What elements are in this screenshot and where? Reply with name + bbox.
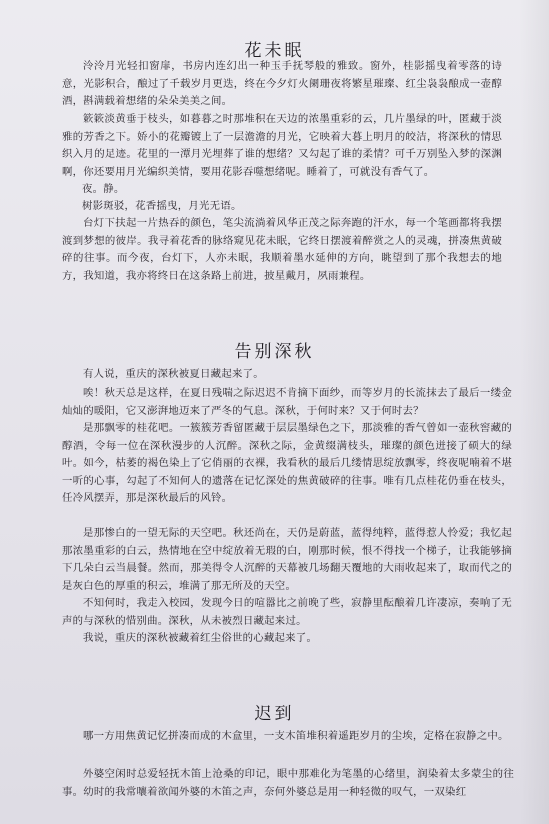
- paragraph: 是那惨白的一望无际的天空吧。秋还尚在，天仍是蔚蓝，蓝得纯粹，蓝得惹人怜爱；我忆起那浓墨重彩的白云，热情地在空中绽放着无瑕的白，刚那时候，恨不得找一个梯子，让我能够摘下几朵白云当晨餐。然而，那美得令人沉醉的天幕被几场翻天覆地的大雨收起来了，取而代之的是灰白色的厚重的积云，堆满了那无所及的天空。: [62, 527, 512, 592]
- paragraph: 树影斑驳，花香摇曳，月光无语。: [82, 200, 242, 212]
- paragraph: 哪一方用焦黄记忆拼凑而成的木盒里，一支木笛堆积着遥距岁月的尘埃，定格在寂静之中。: [83, 730, 509, 742]
- section-title-farewell-autumn: 告别深秋: [234, 342, 315, 362]
- paragraph: 泠泠月光轻扣窗扉，书房内连幻出一种玉手抚琴般的雅致。窗外，桂影摇曳着零落的诗意，光影积合，酿过了千载岁月更迭，终在今夕灯火阑珊夜将繁星璀璨、红尘袅袅酿成一壶醇酒，斟满载着想绪的朵朵美美之间。: [62, 60, 502, 108]
- paragraph: 簌簌淡黄垂于枝头，如暮暮之时那堆积在天边的浓墨重彩的云，几片墨绿的叶，匿藏于淡雅的芳香之下。娇小的花瓣镀上了一层澹澹的月光，它映着大暮上明月的皎洁，将深秋的情思织入月的足迹。花里的一潭月光埋葬了谁的想绪？又勾起了谁的柔情？可千万别坠入梦的深渊啊，你还要用月光编织美情，要用花影吞噬想绪呢。睡着了，可就没有香气了。: [62, 113, 502, 178]
- paragraph: 唉！秋天总是这样，在夏日残喘之际迟迟不肯摘下面纱，而等岁月的长流抹去了最后一缕金灿灿的暖阳，它又澎湃地迈来了严冬的气息。深秋，于何时来？又于何时去？: [62, 387, 512, 417]
- paragraph: 台灯下扶起一片热吞的颜色，笔尖流淌着风华正茂之际奔跑的汗水，每一个笔画都将我摆渡到梦想的彼岸。我寻着花香的脉络窥见花未眠，它终日摆渡着醉赏之人的灵魂，拼凑焦黄破碎的往事。而今夜，台灯下，人亦未眠，我顺着墨水延伸的方向，眺望到了那个我想去的地方，我知道，我亦将终日在这条路上前进，披星戴月，夙雨兼程。: [62, 217, 502, 282]
- section-title-late: 迟到: [254, 704, 295, 724]
- paragraph: 是那飘零的桂花吧。一簇簇芳香留匿藏于层层墨绿色之下，那淡雅的香气曾如一壶秋窖藏的醇酒，令每一位在深秋漫步的人沉醉。深秋之际，金黄缀满枝头，璀璨的颜色迸接了硕大的绿叶。如今，枯萎的褐色染上了它俏丽的衣裸，我看秋的最后几缕情思绽放飘零，终夜呢喃着不堪一听的心事，勾起了不知何人的遗落在记忆深处的焦黄破碎的往事。唯有几点桂花仍垂在枝头，任冷风摆弄，那是深秋最后的风铃。: [62, 422, 512, 505]
- paragraph: 我说，重庆的深秋被藏着红尘俗世的心藏起来了。: [83, 632, 318, 644]
- section-title-flowers-unsleeping: 花未眠: [244, 41, 305, 61]
- paragraph: 有人说，重庆的深秋被夏日藏起来了。: [83, 368, 264, 380]
- paragraph: 外婆空闲时总爱轻抚木笛上沧桑的印记，眼中那难化为笔墨的心绪里，润染着太多蒙尘的往事。幼时的我常嚷着欲闻外婆的木笛之声，奈何外婆总是用一种轻微的叹气，一双染红: [62, 768, 514, 798]
- paragraph: 夜。静。: [82, 183, 125, 195]
- paragraph: 不知何时，我走入校园，发现今日的喧嚣比之前晚了些，寂静里酝酿着几许凄凉，奏响了无声的与深秋的惜别曲。深秋，从未被烈日藏起来过。: [62, 597, 512, 627]
